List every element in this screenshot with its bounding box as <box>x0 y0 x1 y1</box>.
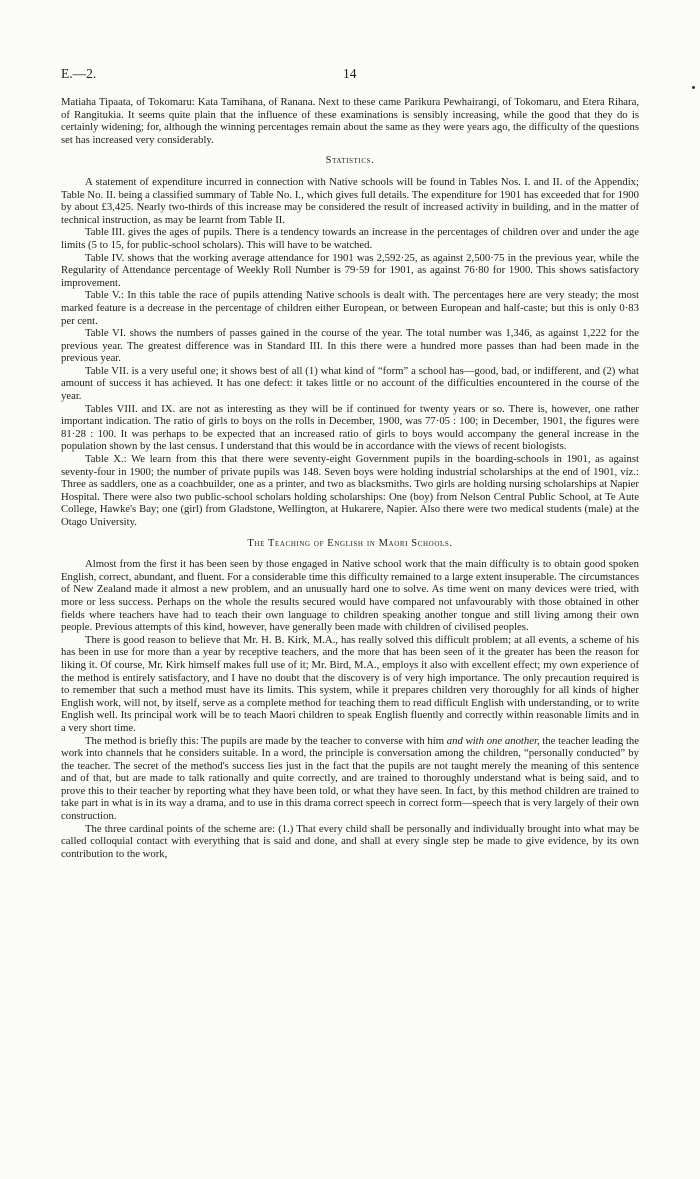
stat-paragraph-expenditure: A statement of expenditure incurred in connection with Native schools will be found in Tables Nos. I. and II. of the Appendix; Table No. II. being a classified summary of Table No. I., which gives full details. The expenditure for 1901 has exceeded that for 1900 by about £3,425. Nearly two-thirds of this increase may be considered the result of increased activity in building, and in the matter of technical instruction, as may be learnt from Table II. <box>61 175 639 226</box>
document-reference: E.—2. <box>61 66 97 81</box>
stat-paragraph-table-3: Table III. gives the ages of pupils. There is a tendency towards an increase in the percentages of children over and under the age limits (5 to 15, for public-school scholars). This will have to be watched. <box>61 226 639 251</box>
method-paragraph <box>61 735 639 823</box>
section-heading-statistics: Statistics. <box>325 155 375 167</box>
method-text-after: the teacher leading the work into channels that he considers suitable. In a word, the principle is conversation among the children, “personally conducted” by the teacher. The secret of the method's success lies just in the fact that the pupils are not taught merely the meaning of this sentence and of that, but are made to talk rationally and quite correctly, and are trained to thoroughly understand what is being said, and to prove this to their teacher by reporting what they have been told, or what they have seen. In fact, by this method children are trained to take part in what is in its way a drama, and to use in this drama correct speech in correct form—speech that is very largely of their own construction. <box>61 734 640 823</box>
margin-mark <box>692 86 695 89</box>
stat-paragraph-table-4: Table IV. shows that the working average attendance for 1901 was 2,592·25, as against 2,500·75 in the previous year, while the Regularity of Attendance percentage of Weekly Roll Number is 79·59 for 1901, as against 76·80 for 1900. This shows satisfactory improvement. <box>61 251 639 289</box>
cardinal-points-paragraph: The three cardinal points of the scheme are: (1.) That every child shall be personally and individually brought into what may be called colloquial contact with everything that is said and done, and shall at every single step be made to give evidence, by its own contribution to the work, <box>61 822 639 860</box>
method-emphasis: and with one another, <box>446 734 540 747</box>
english-paragraph-2: There is good reason to believe that Mr. H. B. Kirk, M.A., has really solved this difficult problem; at all events, a scheme of his has been in use for more than a year by receptive teachers, and the more that has been seen of it the greater has been the reason for liking it. Of course, Mr. Kirk himself makes full use of it; Mr. Bird, M.A., employs it also with excellent effect; my own experience of the method is entirely satisfactory, and I have no doubt that the discovery is of very high importance. The only precaution required is to remember that such a method must have its limits. This system, while it prepares children very thoroughly for all kinds of higher English work, will not, by itself, serve as a complete method for teaching them to read difficult English with understanding, or to write English well. Its principal work will be to teach Maori children to speak English fluently and correctly within reasonable limits and in a very short time. <box>61 633 639 734</box>
english-paragraph-1: Almost from the first it has been seen by those engaged in Native school work that the main difficulty is to obtain good spoken English, correct, abundant, and fluent. For a considerable time this difficulty remained to a large extent insuperable. The circumstances of New Zealand made it almost a new problem, and an unusually hard one to solve. As time went on many devices were tried, with more or less success. Perhaps on the whole the results secured would have compared not unfavourably with those obtained in other fields where teachers have had to teach their own language to children speaking another tongue and still living among their own people. Previous attempts of this kind, however, have generally been made with children of civilised peoples. <box>61 558 639 634</box>
stat-paragraph-table-10: Table X.: We learn from this that there were seventy-eight Government pupils in the boarding-schools in 1901, as against seventy-four in 1900; the number of private pupils was 148. Seven boys were holding industrial scholarships at the end of 1901, viz.: Three as saddlers, one as a coachbuilder, one as a printer, and two as blacksmiths. Two girls are holding nursing scholarships at Napier Hospital. There were also two public-school scholars holding scholarships: One (boy) from Nelson Central Public School, at Te Aute College, Hawke's Bay; one (girl) from Gladstone, Wellington, at Hukarere, Napier. Also there were two medical students (male) at the Otago University. <box>61 453 639 528</box>
method-text-before: The method is briefly this: The pupils are made by the teacher to converse with him <box>85 734 447 747</box>
stat-paragraph-table-7: Table VII. is a very useful one; it shows best of all (1) what kind of “form” a school has—good, bad, or indifferent, and (2) what amount of success it has achieved. It has one defect: it takes little or no account of the difficulties encountered in the course of the year. <box>61 364 639 403</box>
section-heading-english: The Teaching of English in Maori Schools. <box>247 537 453 549</box>
stat-paragraph-table-6: Table VI. shows the numbers of passes gained in the course of the year. The total number was 1,346, as against 1,222 for the previous year. The greatest difference was in Standard III. In this there were a hundred more passes than had been made in the previous year. <box>61 327 639 365</box>
continuation-paragraph: Matiaha Tipaata, of Tokomaru: Kata Tamihana, of Ranana. Next to these came Parikura Pewhairangi, of Tokomaru, and Etera Rihara, of Rangitukia. It seems quite plain that the influence of these examinations is sensibly increasing, while the good that they do is certainly widening; for, although the winning percentages remain about the same as they were years ago, the difficulty of the questions set has increased very considerably. <box>61 96 639 146</box>
stat-paragraph-table-5: Table V.: In this table the race of pupils attending Native schools is dealt with. The percentages here are very steady; the most marked feature is a decrease in the percentage of children either European, or between European and half-caste; but this is only 0·83 per cent. <box>61 289 639 327</box>
page-body <box>61 96 639 860</box>
stat-paragraph-tables-8-9: Tables VIII. and IX. are not as interesting as they will be if continued for twenty years or so. There is, however, one rather important indication. The ratio of girls to boys on the rolls in December, 1900, was 77·05 : 100; in December, 1901, the figures were 81·28 : 100. It was perhaps to be expected that an increased ratio of girls to boys would accompany the general increase in the population shown by the last census. I understand that this would be in accordance with the views of recent biologists. <box>61 402 639 453</box>
page-number: 14 <box>343 66 357 81</box>
page-header <box>61 66 639 84</box>
